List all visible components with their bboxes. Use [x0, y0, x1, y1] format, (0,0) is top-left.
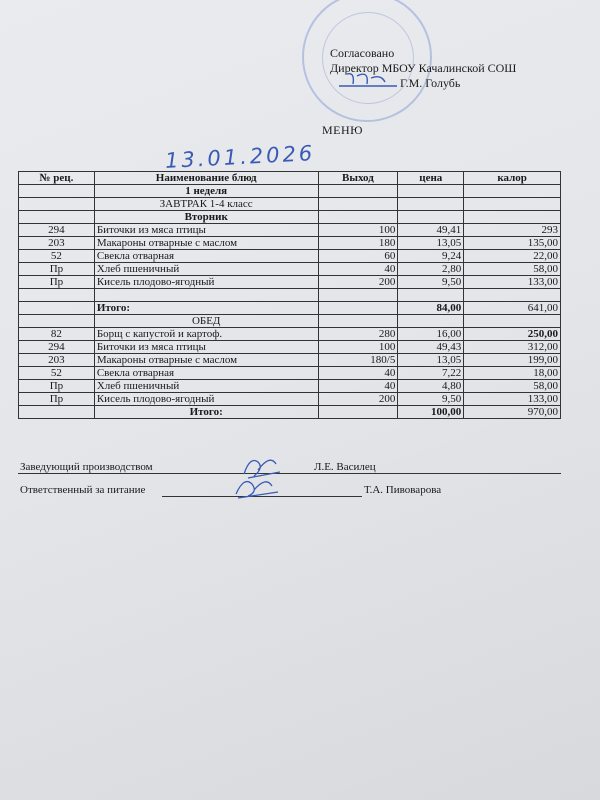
cell-recipe: Пр [19, 393, 95, 406]
cell-dish: Макароны отварные с маслом [94, 237, 318, 250]
cell-calories: 293 [464, 224, 561, 237]
cell-price: 13,05 [398, 237, 464, 250]
col-header-dish: Наименование блюд [94, 172, 318, 185]
meal2-row [19, 315, 561, 328]
cell-output: 200 [318, 393, 398, 406]
cell-output: 40 [318, 380, 398, 393]
cell-price: 2,80 [398, 263, 464, 276]
cell-recipe: 294 [19, 341, 95, 354]
approval-director: Директор МБОУ Качалинской СОШ [330, 61, 517, 75]
cell-price: 9,24 [398, 250, 464, 263]
cell-dish: Хлеб пшеничный [94, 380, 318, 393]
cell-recipe: 52 [19, 250, 95, 263]
day-label: Вторник [94, 211, 318, 224]
col-header-calories: калор [464, 172, 561, 185]
table-row [19, 276, 561, 289]
cell-output: 200 [318, 276, 398, 289]
cell-price: 16,00 [398, 328, 464, 341]
lunch-title: ОБЕД [94, 315, 318, 328]
lunch-total-row [19, 406, 561, 419]
menu-title: МЕНЮ [322, 123, 363, 137]
production-manager-role: Заведующий производством [20, 461, 153, 473]
menu-date: 13.01.2026 [164, 141, 316, 173]
menu-table [18, 171, 561, 419]
cell-dish: Свекла отварная [94, 250, 318, 263]
meal1-row [19, 198, 561, 211]
total-price: 84,00 [398, 302, 464, 315]
week-row [19, 185, 561, 198]
food-responsible-role: Ответственный за питание [20, 484, 146, 496]
cell-recipe: 82 [19, 328, 95, 341]
cell-dish: Биточки из мяса птицы [94, 224, 318, 237]
cell-calories: 133,00 [464, 393, 561, 406]
cell-dish: Кисель плодово-ягодный [94, 276, 318, 289]
empty-row [19, 289, 561, 302]
cell-price: 4,80 [398, 380, 464, 393]
food-responsible-name: Т.А. Пивоварова [364, 484, 442, 496]
director-signature [335, 70, 400, 92]
cell-dish: Макароны отварные с маслом [94, 354, 318, 367]
food-responsible-line [18, 483, 561, 497]
cell-price: 9,50 [398, 276, 464, 289]
cell-calories: 135,00 [464, 237, 561, 250]
table-row [19, 328, 561, 341]
cell-recipe: 52 [19, 367, 95, 380]
total-price: 100,00 [398, 406, 464, 419]
cell-recipe: Пр [19, 263, 95, 276]
cell-price: 49,41 [398, 224, 464, 237]
cell-output: 280 [318, 328, 398, 341]
production-manager-line [18, 460, 561, 474]
cell-dish: Борщ с капустой и картоф. [94, 328, 318, 341]
col-header-recipe: № рец. [19, 172, 95, 185]
cell-output: 100 [318, 341, 398, 354]
table-row [19, 380, 561, 393]
approval-director-name: Г.М. Голубь [400, 76, 461, 90]
table-row [19, 237, 561, 250]
week-label: 1 неделя [94, 185, 318, 198]
cell-price: 7,22 [398, 367, 464, 380]
cell-recipe: Пр [19, 276, 95, 289]
cell-dish: Кисель плодово-ягодный [94, 393, 318, 406]
total-calories: 970,00 [464, 406, 561, 419]
table-row [19, 224, 561, 237]
cell-output: 180 [318, 237, 398, 250]
cell-recipe: 203 [19, 354, 95, 367]
total-label: Итого: [94, 406, 318, 419]
table-row [19, 341, 561, 354]
cell-recipe: 203 [19, 237, 95, 250]
breakfast-title: ЗАВТРАК 1-4 класс [94, 198, 318, 211]
breakfast-total-row [19, 302, 561, 315]
cell-calories: 312,00 [464, 341, 561, 354]
cell-calories: 199,00 [464, 354, 561, 367]
cell-calories: 58,00 [464, 263, 561, 276]
cell-output: 60 [318, 250, 398, 263]
cell-recipe: Пр [19, 380, 95, 393]
table-row [19, 354, 561, 367]
table-row [19, 393, 561, 406]
col-header-price: цена [398, 172, 464, 185]
cell-recipe: 294 [19, 224, 95, 237]
cell-dish: Свекла отварная [94, 367, 318, 380]
cell-output: 40 [318, 263, 398, 276]
cell-price: 13,05 [398, 354, 464, 367]
cell-calories: 58,00 [464, 380, 561, 393]
cell-calories: 250,00 [464, 328, 561, 341]
table-header-row [19, 172, 561, 185]
cell-output: 40 [318, 367, 398, 380]
cell-dish: Хлеб пшеничный [94, 263, 318, 276]
cell-calories: 18,00 [464, 367, 561, 380]
cell-calories: 22,00 [464, 250, 561, 263]
col-header-output: Выход [318, 172, 398, 185]
production-manager-name: Л.Е. Василец [314, 461, 376, 473]
cell-output: 180/5 [318, 354, 398, 367]
cell-calories: 133,00 [464, 276, 561, 289]
approval-agreed: Согласовано [330, 46, 395, 60]
table-row [19, 367, 561, 380]
cell-price: 49,43 [398, 341, 464, 354]
total-label: Итого: [94, 302, 318, 315]
food-responsible-signature [232, 474, 282, 502]
cell-output: 100 [318, 224, 398, 237]
day-row [19, 211, 561, 224]
table-row [19, 263, 561, 276]
cell-price: 9,50 [398, 393, 464, 406]
total-calories: 641,00 [464, 302, 561, 315]
cell-dish: Биточки из мяса птицы [94, 341, 318, 354]
table-row [19, 250, 561, 263]
